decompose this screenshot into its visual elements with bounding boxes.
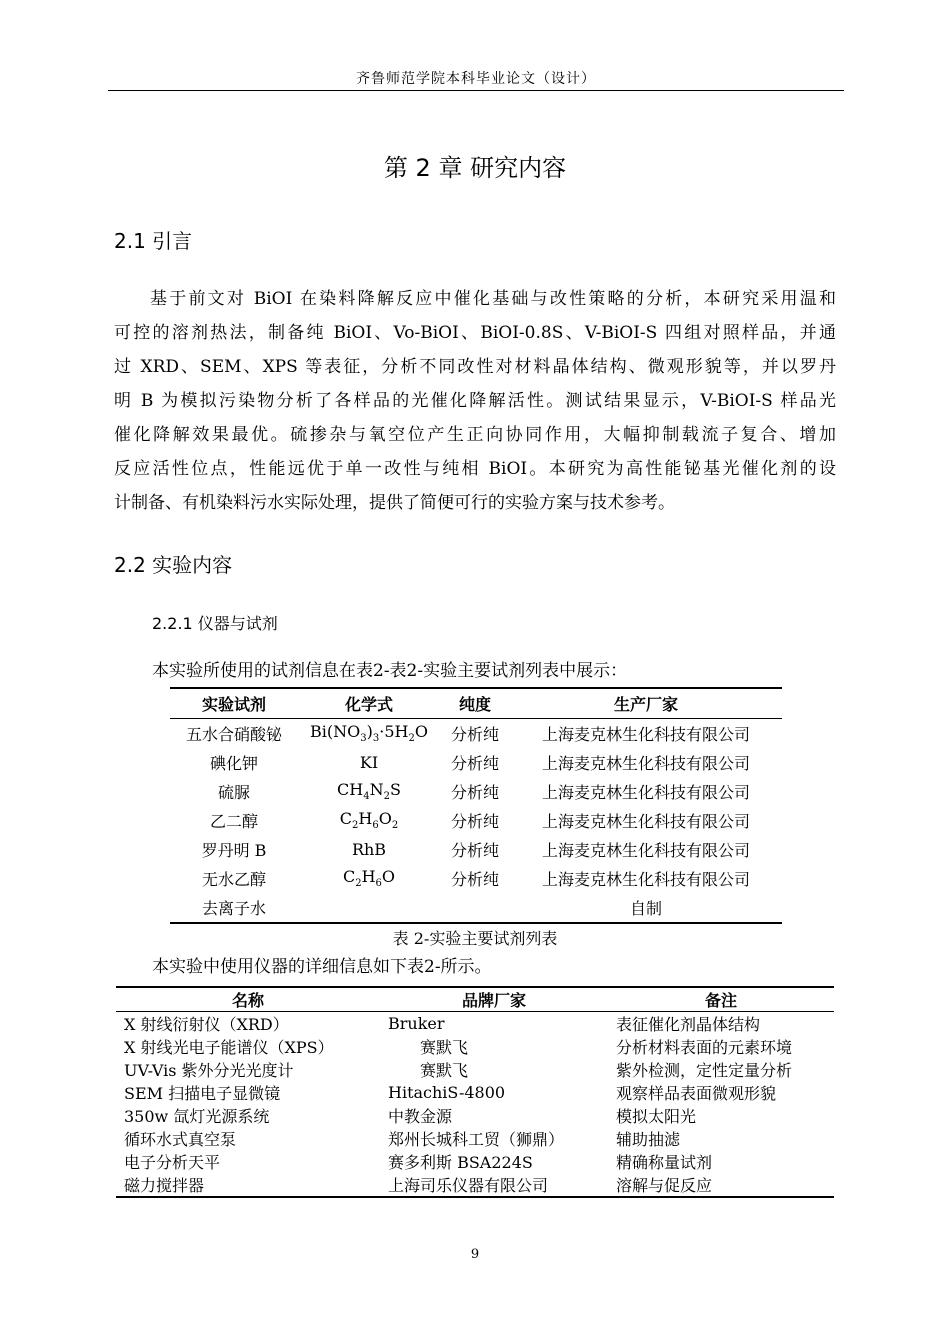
running-header: 齐鲁师范学院本科毕业论文（设计） — [356, 71, 596, 87]
section-heading-2-2-1: 2.2.1 仪器与试剂 — [152, 614, 278, 633]
table-cell: 郑州长城科工贸（狮鼎） — [388, 1130, 565, 1149]
intro-paragraph — [114, 282, 836, 520]
table-cell: 五水合硝酸铋 — [185, 725, 282, 744]
table-cell: 硫脲 — [217, 783, 250, 802]
paragraph-line: 催化降解效果最优。硫掺杂与氧空位产生正向协同作用，大幅抑制载流子复合、增加 — [114, 425, 836, 445]
table-cell: 上海麦克林生化科技有限公司 — [541, 841, 750, 860]
table-row — [116, 1058, 834, 1081]
table-row — [170, 806, 782, 835]
column-header: 备注 — [608, 987, 834, 1012]
table-cell: 罗丹明 B — [201, 841, 267, 860]
table-cell: 上海麦克林生化科技有限公司 — [541, 783, 750, 802]
table-cell: 磁力搅拌器 — [124, 1176, 205, 1195]
reagent-table — [170, 687, 782, 924]
table-cell: 分析纯 — [450, 725, 499, 744]
column-header: 化学式 — [298, 688, 440, 719]
table-cell: 分析纯 — [450, 841, 499, 860]
table-cell: 赛默飞 — [420, 1038, 469, 1057]
table-row — [170, 777, 782, 806]
table-row — [116, 1012, 834, 1036]
column-header: 生产厂家 — [510, 688, 782, 719]
page-number: 9 — [470, 1247, 480, 1262]
table-cell: 观察样品表面微观形貌 — [616, 1084, 777, 1103]
table-cell: 乙二醇 — [209, 812, 258, 831]
table-row — [170, 748, 782, 777]
table-cell: 模拟太阳光 — [616, 1107, 697, 1126]
table-cell: 紫外检测，定性定量分析 — [616, 1061, 793, 1080]
section-heading-2-1: 2.1 引言 — [114, 229, 193, 253]
column-header: 实验试剂 — [170, 688, 298, 719]
instrument-table — [116, 986, 834, 1198]
table-cell: 中教金源 — [388, 1107, 453, 1126]
table-row — [116, 1081, 834, 1104]
table-row — [170, 835, 782, 864]
table-row — [170, 893, 782, 923]
table-header-row — [116, 987, 834, 1012]
table-cell: 分析纯 — [450, 754, 499, 773]
table-cell: Bruker — [388, 1014, 445, 1033]
table-cell: 辅助抽滤 — [616, 1130, 681, 1149]
table-cell: UV-Vis 紫外分光光度计 — [124, 1061, 294, 1080]
table-row — [116, 1035, 834, 1058]
table-cell: $CH_4N_2S$ — [337, 780, 401, 803]
paragraph-line: 计制备、有机染料污水实际处理，提供了简便可行的实验方案与技术参考。 — [114, 493, 675, 513]
table-cell: 上海麦克林生化科技有限公司 — [541, 754, 750, 773]
table-row — [116, 1150, 834, 1173]
table-cell: 去离子水 — [201, 899, 266, 918]
table-row — [116, 1104, 834, 1127]
column-header: 名称 — [116, 987, 380, 1012]
reagent-table-intro: 本实验所使用的试剂信息在表2-表2-实验主要试剂列表中展示： — [152, 661, 628, 681]
paragraph-line: 可控的溶剂热法，制备纯 BiOI、Vo-BiOI、BiOI-0.8S、V-BiOI-S 四组对照样品，并通 — [114, 323, 836, 343]
table-cell: X 射线衍射仪（XRD） — [124, 1015, 289, 1034]
paragraph-line: 明 B 为模拟污染物分析了各样品的光催化降解活性。测试结果显示，V-BiOI-S 样品光 — [114, 391, 836, 411]
table-cell: 电子分析天平 — [124, 1153, 221, 1172]
table-cell: 上海麦克林生化科技有限公司 — [541, 870, 750, 889]
column-header: 纯度 — [440, 688, 510, 719]
table-cell: 碘化钾 — [209, 754, 258, 773]
chapter-title: 第 2 章 研究内容 — [383, 154, 567, 182]
table-cell: 上海麦克林生化科技有限公司 — [541, 725, 750, 744]
table-cell: 上海麦克林生化科技有限公司 — [541, 812, 750, 831]
instrument-table-intro: 本实验中使用仪器的详细信息如下表2-所示。 — [152, 957, 492, 977]
header-rule — [108, 90, 844, 91]
table-cell: $C_2H_6O$ — [342, 867, 396, 890]
table-cell: 分析纯 — [450, 870, 499, 889]
table-cell: 分析纯 — [450, 783, 499, 802]
table-cell: 无水乙醇 — [201, 870, 266, 889]
table-cell: 自制 — [629, 899, 662, 918]
table-row — [116, 1173, 834, 1197]
table-cell: SEM 扫描电子显微镜 — [124, 1084, 281, 1103]
table-row — [170, 719, 782, 749]
table-cell: HitachiS-4800 — [388, 1083, 506, 1102]
table-cell: $C_2H_6O_2$ — [339, 809, 399, 832]
table-header-row — [170, 688, 782, 719]
table-cell: 分析纯 — [450, 812, 499, 831]
table-cell: X 射线光电子能谱仪（XPS） — [124, 1038, 334, 1057]
table-cell: $Bi(NO_3)_3\cdot 5H_2O$ — [310, 722, 428, 745]
table-cell — [298, 893, 440, 923]
paragraph-line: 基于前文对 BiOI 在染料降解反应中催化基础与改性策略的分析，本研究采用温和 — [150, 289, 836, 309]
column-header: 品牌厂家 — [380, 987, 608, 1012]
table-cell: 赛默飞 — [420, 1061, 469, 1080]
table-cell: 溶解与促反应 — [616, 1176, 713, 1195]
reagent-table-caption: 表 2-实验主要试剂列表 — [392, 929, 558, 948]
section-heading-2-2: 2.2 实验内容 — [114, 553, 233, 577]
table-cell: 表征催化剂晶体结构 — [616, 1015, 761, 1034]
table-cell: 上海司乐仪器有限公司 — [388, 1176, 549, 1195]
table-cell: 分析材料表面的元素环境 — [616, 1038, 793, 1057]
table-cell: KI — [359, 753, 379, 772]
table-cell: 350w 氙灯光源系统 — [124, 1107, 270, 1126]
table-cell: 循环水式真空泵 — [124, 1130, 237, 1149]
paragraph-line: 反应活性位点，性能远优于单一改性与纯相 BiOI。本研究为高性能铋基光催化剂的设 — [114, 459, 836, 479]
paragraph-line: 过 XRD、SEM、XPS 等表征，分析不同改性对材料晶体结构、微观形貌等，并以罗丹 — [114, 357, 836, 377]
table-cell — [440, 893, 510, 923]
table-cell: RhB — [351, 840, 387, 859]
table-cell: 赛多利斯 BSA224S — [388, 1153, 533, 1172]
table-row — [116, 1127, 834, 1150]
table-row — [170, 864, 782, 893]
table-cell: 精确称量试剂 — [616, 1153, 713, 1172]
